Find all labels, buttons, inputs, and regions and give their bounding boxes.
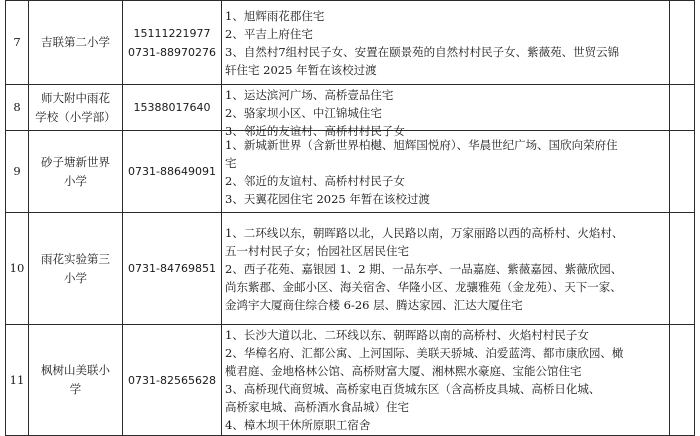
school-name-line: 师大附中雨花: [41, 90, 110, 105]
school-name-line: 小学: [64, 270, 87, 285]
service-area-line: 4、樟木坝干休所原职工宿舍: [225, 418, 371, 432]
service-area-line: 金鸿宇大厦商住综合楼 6-26 层、腾达家园、汇达大厦住宅: [225, 297, 523, 312]
service-area-cell: [225, 224, 667, 314]
school-name-cell: [29, 1, 122, 84]
service-area-line: 尚东紫郡、金邮小区、海关宿舍、华隆小区、龙骧雅苑（金龙苑）、天下一家、: [225, 279, 622, 294]
service-area-cell: [225, 326, 667, 434]
row-number: 11: [9, 372, 25, 387]
service-area-line: 1、旭辉雨花郡住宅: [225, 8, 325, 23]
school-name-line: 雨花实验第三: [41, 251, 110, 266]
service-area-line: 2、西子花苑、嘉银园 1、2 期、一品东亭、一品嘉庭、紫薇嘉园、紫薇欣园、: [225, 261, 623, 276]
row-number: 8: [13, 100, 21, 114]
school-name-line: 吉联第二小学: [41, 35, 110, 49]
notes-cell: [670, 85, 694, 130]
notes-cell: [670, 131, 694, 212]
service-area-cell: [225, 136, 667, 208]
school-name-line: 枫树山美联小: [41, 363, 110, 377]
service-area-line: 3、天翼花园住宅 2025 年暂在该校过渡: [225, 191, 430, 206]
service-area-line: 榄君庭、金地格林公馆、高桥财富大厦、湘林熙水豪庭、宝能公馆住宅: [225, 364, 582, 378]
service-area-line: 轩住宅 2025 年暂在该校过渡: [225, 62, 377, 77]
phone-cell: [123, 1, 221, 84]
school-name-line: 学: [69, 382, 82, 396]
service-area-line: 3、高桥现代商贸城、高桥家电百货城东区（含高桥皮具城、高桥日化城、: [225, 382, 601, 396]
row-number-cell: [6, 325, 28, 435]
phone-cell: [123, 213, 221, 324]
row-number: 7: [13, 35, 21, 49]
phone-number: 0731-88970276: [128, 45, 216, 59]
service-area-line: 2、华樟名府、汇都公寓、上河国际、美联天骄城、泊爱蓝湾、都市康欣园、橄: [225, 346, 624, 360]
table-column-divider: [694, 0, 695, 436]
service-area-line: 1、运达滨河广场、高桥壹品住宅: [225, 88, 394, 102]
phone-number: 15111221977: [133, 26, 211, 40]
row-number: 9: [13, 164, 21, 178]
school-name-cell: [29, 213, 122, 324]
phone-cell: [123, 85, 221, 130]
phone-number: 15388017640: [133, 101, 211, 114]
service-area-line: 3、自然村7组村民子女、安置在颐景苑的自然村村民子女、紫薇苑、世贸云锦: [225, 44, 620, 59]
notes-cell: [670, 1, 694, 84]
row-number-cell: [6, 85, 28, 130]
service-area-line: 高桥家电城、高桥酒水食品城）住宅: [225, 400, 409, 414]
phone-number: 0731-88649091: [128, 165, 216, 178]
school-name-cell: [29, 325, 122, 435]
service-area-line: 五一村村民子女；怡园社区居民住宅: [225, 243, 409, 258]
school-name-cell: [29, 131, 122, 212]
service-area-line: 1、二环线以东，朝晖路以北，人民路以南，万家丽路以西的高桥村、火焰村、: [225, 225, 624, 240]
school-name-line: 砂子塘新世界: [41, 154, 110, 169]
service-area-line: 1、长沙大道以北、二环线以东、朝晖路以南的高桥村、火焰村村民子女: [225, 328, 589, 342]
service-area-cell: [225, 86, 667, 140]
service-area-cell: [225, 7, 667, 79]
phone-number: 0731-84769851: [128, 262, 216, 275]
service-area-line: 3、邻近的友谊村、高桥村村民子女: [225, 124, 405, 138]
service-area-line: 宅: [225, 155, 237, 170]
row-number-cell: [6, 131, 28, 212]
service-area-line: 2、骆家坝小区、中江锦城住宅: [225, 106, 382, 120]
notes-cell: [670, 325, 694, 435]
row-number-cell: [6, 213, 28, 324]
service-area-line: 1、新城新世界（含新世界柏樾、旭辉国悦府）、华晨世纪广场、国欣向荣府住: [225, 137, 618, 152]
phone-number: 0731-82565628: [128, 373, 216, 387]
school-name-line: 小学: [64, 173, 87, 188]
service-area-line: 2、平吉上府住宅: [225, 26, 313, 41]
service-area-line: 2、邻近的友谊村、高桥村村民子女: [225, 173, 405, 188]
school-name-line: 学校（小学部）: [35, 109, 116, 124]
table-column-divider: [221, 0, 222, 436]
row-number: 10: [9, 261, 25, 275]
row-number-cell: [6, 1, 28, 84]
notes-cell: [670, 213, 694, 324]
phone-cell: [123, 325, 221, 435]
school-name-cell: [29, 85, 122, 130]
phone-cell: [123, 131, 221, 212]
